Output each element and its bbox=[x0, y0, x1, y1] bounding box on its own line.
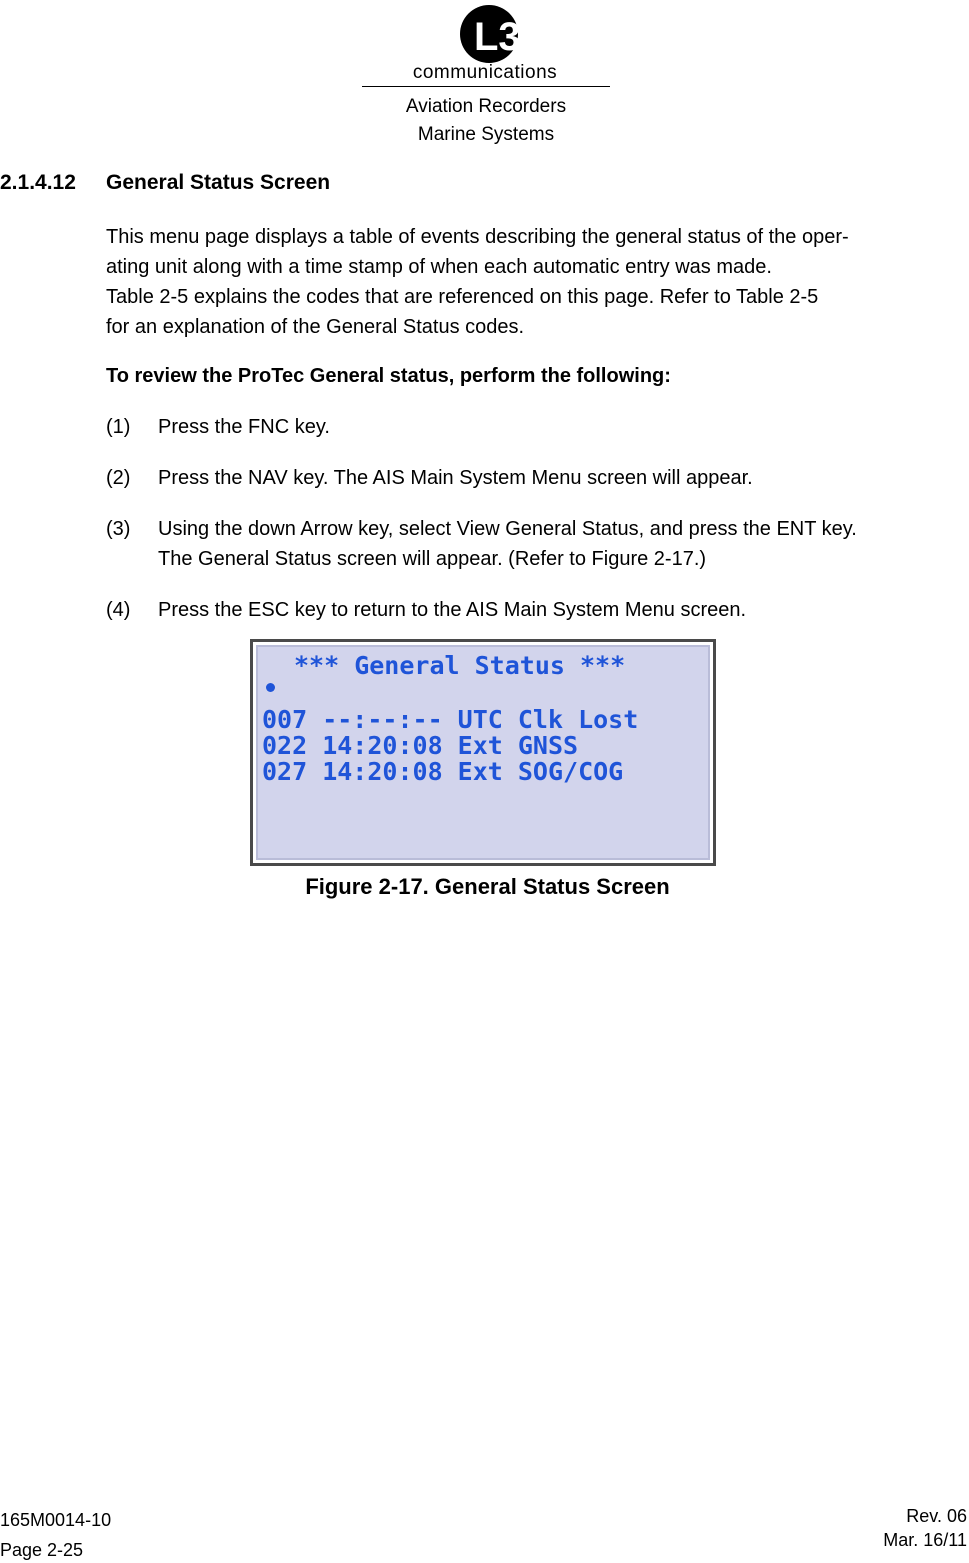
intro-line: Table 2-5 explains the codes that are referenced on this page. Refer to Table 2-5 bbox=[106, 286, 819, 308]
header-rule bbox=[362, 86, 610, 87]
step-number: (2) bbox=[106, 467, 131, 489]
intro-line: ating unit along with a time stamp of when each automatic entry was made. bbox=[106, 256, 772, 278]
intro-line: for an explanation of the General Status codes. bbox=[106, 316, 525, 338]
l3-logo-icon bbox=[452, 4, 526, 64]
status-row: 022 14:20:08 Ext GNSS bbox=[262, 731, 579, 760]
screen-title: *** General Status *** bbox=[294, 651, 626, 680]
general-status-screen-figure bbox=[250, 639, 716, 866]
lcd-display bbox=[256, 645, 710, 860]
section-title: General Status Screen bbox=[106, 171, 331, 194]
logo-text: L3 bbox=[474, 15, 521, 59]
revision-date: Mar. 16/11 bbox=[883, 1530, 967, 1550]
cursor-dot-icon bbox=[266, 683, 275, 692]
step-number: (1) bbox=[106, 416, 131, 438]
procedure-lead: To review the ProTec General status, perform the following: bbox=[106, 365, 671, 387]
intro-line: This menu page displays a table of events describing the general status of the oper- bbox=[106, 226, 849, 248]
section-number: 2.1.4.12 bbox=[0, 171, 76, 194]
figure-caption: Figure 2-17. General Status Screen bbox=[305, 874, 670, 899]
revision: Rev. 06 bbox=[906, 1506, 967, 1526]
status-row: 027 14:20:08 Ext SOG/COG bbox=[262, 757, 624, 786]
step-text: The General Status screen will appear. (Refer to Figure 2-17.) bbox=[158, 548, 707, 570]
screen-bezel bbox=[253, 642, 713, 863]
status-row: 007 --:--:-- UTC Clk Lost bbox=[262, 705, 639, 734]
page-number: Page 2-25 bbox=[0, 1540, 84, 1560]
step-text: Press the ESC key to return to the AIS Main System Menu screen. bbox=[158, 599, 747, 621]
document-number: 165M0014-10 bbox=[0, 1510, 112, 1530]
step-text: Press the NAV key. The AIS Main System Menu screen will appear. bbox=[158, 467, 753, 489]
intro-paragraph bbox=[106, 222, 968, 342]
step-text: Press the FNC key. bbox=[158, 416, 330, 438]
brand-name: communications bbox=[412, 62, 558, 83]
step-number: (3) bbox=[106, 518, 131, 540]
step-number: (4) bbox=[106, 599, 131, 621]
step-text: Using the down Arrow key, select View General Status, and press the ENT key. bbox=[158, 518, 857, 540]
division-line-1: Aviation Recorders bbox=[405, 96, 567, 117]
division-line-2: Marine Systems bbox=[417, 124, 555, 145]
